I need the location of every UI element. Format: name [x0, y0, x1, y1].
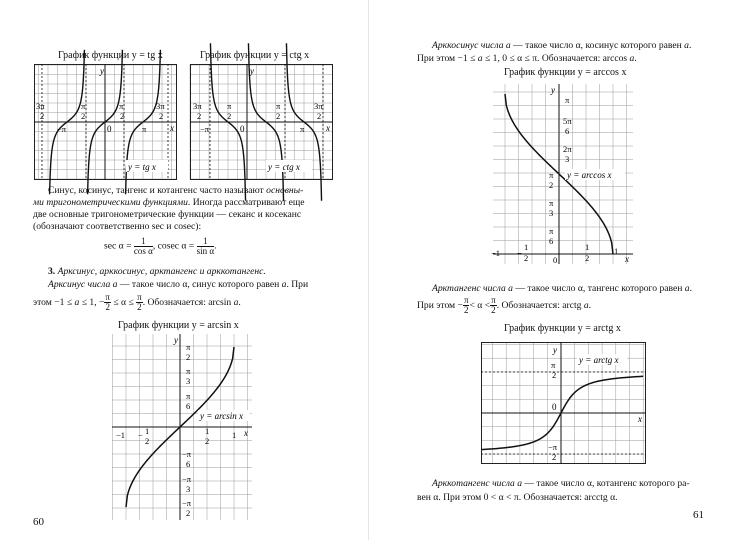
arccos-half-den: 2 — [585, 253, 590, 263]
tg-curve-label: y = tg x — [128, 162, 156, 172]
arcsin-x-label: x — [244, 428, 248, 438]
ctg-3pi2-num: 3π — [314, 101, 323, 111]
arccos-5pi6-num: 5π — [563, 116, 572, 126]
arcsin-def-line-1: Арксинус числа a — такое число α, синус которого равен a. При — [48, 279, 309, 290]
arcsin-def-line-2: этом −1 ≤ a ≤ 1, − $\frac{\pi}{2}$ ≤ α ≤ $\frac{\pi}{2}$ . Обозначается: arcsin a. — [33, 292, 241, 313]
arccos-curve-label: y = arccos x — [567, 170, 612, 180]
right-page — [369, 0, 738, 540]
tg-negpi2-den: 2 — [81, 111, 86, 121]
ctg-zero-label: 0 — [240, 124, 245, 134]
arccos-x-label: x — [625, 254, 629, 264]
arcsin-curve-label: y = arcsin x — [200, 411, 243, 421]
ctg-negpi2-den: 2 — [227, 111, 232, 121]
arccos-pi2-den: 2 — [549, 180, 554, 190]
arcsin-negpi3-num: −π — [182, 474, 192, 484]
arcctg-def-line-2: вен α. При этом 0 < α < π. Обозначается: arcctg α. — [417, 492, 618, 503]
caption-arcsin-graph: График функции y = arcsin x — [118, 320, 239, 331]
arcsin-negpi6-den: 6 — [186, 459, 191, 469]
ctg-negpi2-num: π — [227, 101, 232, 111]
arctg-pi2-den: 2 — [552, 370, 557, 380]
ctg-pi2-den: 2 — [276, 111, 281, 121]
arccos-def-line-2: При этом −1 ≤ a ≤ 1, 0 ≤ α ≤ π. Обозначается: arccos a. — [417, 53, 637, 64]
arcsin-negpi2-num: −π — [182, 498, 192, 508]
arcsin-negpi3-den: 3 — [186, 484, 191, 494]
arcsin-pi3-num: π — [186, 366, 191, 376]
ctg-graph — [190, 64, 333, 180]
arccos-pi6-num: π — [549, 226, 554, 236]
arcsin-neg1-label: −1 — [116, 430, 126, 440]
ctg-pi-label: π — [300, 124, 305, 134]
arccos-half-num: 1 — [585, 242, 590, 252]
tg-pi2-num: π — [119, 101, 124, 111]
arcsin-neg-half-sign: − — [138, 430, 143, 440]
tg-negpi2-num: π — [81, 101, 86, 111]
arccos-neg-half-num: 1 — [524, 242, 529, 252]
caption-arctg-graph: График функции y = arctg x — [504, 323, 621, 334]
sec-cosec-formula: sec α = $\frac{1}{\text{cos α}}$ , cosec α = $\frac{1}{\text{sin α}}$ . — [104, 236, 217, 256]
arccos-5pi6-den: 6 — [565, 126, 570, 136]
para-main-functions-line-1: Синус, косинус, тангенс и котангенс часто называют основны- — [48, 185, 304, 196]
ctg-x-label: x — [326, 123, 330, 133]
arccos-neg1-label: −1 — [491, 248, 501, 258]
arcsin-pi6-den: 6 — [186, 401, 191, 411]
arctg-y-label: y — [553, 345, 557, 355]
tg-zero-label: 0 — [107, 124, 112, 134]
arcsin-graph — [112, 334, 252, 520]
arcsin-half-den: 2 — [205, 436, 210, 446]
tg-pi2-den: 2 — [120, 111, 125, 121]
para-main-functions-line-3: две основные тригонометрические функции — секанс и косеканс — [33, 209, 302, 220]
arccos-2pi3-num: 2π — [563, 144, 572, 154]
ctg-pi2-num: π — [276, 101, 281, 111]
arctg-def-line-2: При этом − $\frac{\pi}{2}$ < α < $\frac{\pi}{2}$ . Обозначается: arctg a. — [417, 295, 592, 316]
arccos-y-label: y — [551, 85, 555, 95]
ctg-curve-label: y = ctg x — [268, 162, 300, 172]
para-main-functions-line-4: (обозначают соответственно sec и cosec): — [33, 221, 202, 232]
tg-3pi2-den: 2 — [159, 111, 164, 121]
ctg-neg3pi2-num: 3π — [193, 101, 202, 111]
arccos-neg-half-sign: − — [517, 248, 522, 258]
ctg-3pi2-den: 2 — [317, 111, 322, 121]
tg-3pi2-num: 3π — [156, 101, 165, 111]
arcsin-one-label: 1 — [232, 430, 237, 440]
page-number-left: 60 — [33, 516, 44, 528]
ctg-neg3pi2-den: 2 — [197, 111, 202, 121]
tg-pi-label: π — [142, 124, 147, 134]
page-number-right: 61 — [693, 509, 704, 521]
arcsin-pi6-num: π — [186, 391, 191, 401]
arcsin-negpi6-num: −π — [182, 449, 192, 459]
arcsin-half-num: 1 — [205, 426, 210, 436]
arccos-pi3-num: π — [549, 198, 554, 208]
caption-arccos-graph: График функции y = arccos x — [504, 67, 627, 78]
arcsin-pi3-den: 3 — [186, 376, 191, 386]
arctg-x-label: x — [638, 414, 642, 424]
arccos-pi6-den: 6 — [549, 236, 554, 246]
caption-tg-graph: График функции y = tg x — [58, 50, 163, 61]
tg-x-label: x — [170, 123, 174, 133]
tg-graph — [34, 64, 177, 180]
tg-y-label: y — [100, 66, 104, 76]
caption-ctg-graph: График функции y = ctg x — [200, 50, 310, 61]
arccos-one-label: 1 — [614, 246, 619, 256]
arctg-curve-label: y = arctg x — [579, 355, 619, 365]
arccos-graph — [493, 84, 633, 264]
arcctg-def-line-1: Арккотангенс числа a — такое число α, котангенс которого ра- — [432, 478, 690, 489]
arctg-def-line-1: Арктангенс числа a — такое число α, тангенс которого равен a. — [432, 283, 692, 294]
arccos-pi3-den: 3 — [549, 208, 554, 218]
arcsin-pi2-num: π — [186, 342, 191, 352]
arcsin-negpi2-den: 2 — [186, 508, 191, 518]
arcsin-neg-half-num: 1 — [145, 426, 150, 436]
arccos-def-line-1: Арккосинус числа a — такое число α, косинус которого равен a. — [432, 40, 692, 51]
arccos-pi-label: π — [565, 95, 570, 105]
tg-negpi-label: −π — [57, 124, 67, 134]
tg-neg3pi2-num: 3π — [36, 101, 45, 111]
ctg-y-label: y — [250, 66, 254, 76]
arccos-pi2-num: π — [549, 170, 554, 180]
arctg-negpi2-den: 2 — [552, 452, 557, 462]
tg-neg3pi2-den: 2 — [40, 111, 45, 121]
section-3-heading: 3. Арксинус, арккосинус, арктангенс и арккотангенс. — [48, 266, 266, 277]
arcsin-neg-half-den: 2 — [145, 436, 150, 446]
arcsin-pi2-den: 2 — [186, 352, 191, 362]
para-main-functions-line-2: ми тригонометрическими функциями. Иногда рассматривают еще — [33, 197, 305, 208]
arctg-negpi2-num: −π — [548, 442, 558, 452]
arccos-neg-half-den: 2 — [524, 253, 529, 263]
arctg-zero-label: 0 — [552, 402, 557, 412]
arctg-graph — [481, 342, 646, 464]
arccos-zero-label: 0 — [553, 255, 558, 265]
arccos-2pi3-den: 3 — [565, 154, 570, 164]
ctg-negpi-label: −π — [200, 124, 210, 134]
arcsin-y-label: y — [174, 335, 178, 345]
arctg-pi2-num: π — [551, 360, 556, 370]
